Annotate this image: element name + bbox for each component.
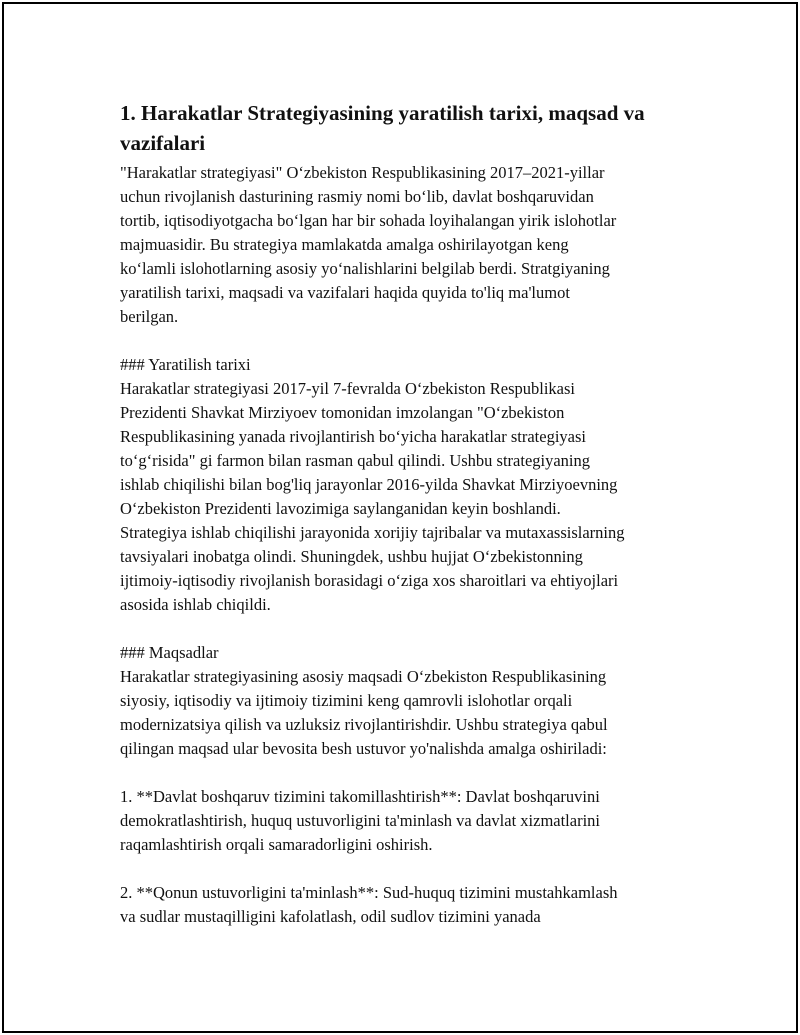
document-title: 1. Harakatlar Strategiyasining yaratilish tarixi, maqsad va vazifalari [120,101,645,155]
paragraph-spacer [120,761,690,785]
paragraph-spacer [120,329,690,353]
list-item-1: 1. **Davlat boshqaruv tizimini takomillashtirish**: Davlat boshqaruvini demokratlashtirish, huquq ustuvorligini ta'minlash va davlat xizmatlarini raqamlashtirish orqali samaradorligini oshirish. [120,787,601,854]
list-item-2: 2. **Qonun ustuvorligini ta'minlash**: Sud-huquq tizimini mustahkamlash va sudlar mustaqilligini kafolatlash, odil sudlov tizimini yanada [120,883,618,926]
history-paragraph: Harakatlar strategiyasi 2017-yil 7-fevralda O‘zbekiston Respublikasi Prezidenti Shavkat Mirziyoev tomonidan imzolangan "O‘zbekiston Respublikasining yanada rivojlantirish bo‘yicha harakatlar strategiyasi to‘g‘risida" gi farmon bilan rasman qabul qilindi. Ushbu strategiyaning ishlab chiqilishi bilan bog'liq jarayonlar 2016-yilda Shavkat Mirziyoevning O‘zbekiston Prezidenti lavozimiga saylanganidan keyin boshlandi. Strategiya ishlab chiqilishi jarayonida xorijiy tajribalar va mutaxassislarning tavsiyalari inobatga olindi. Shuningdek, ushbu hujjat O‘zbekistonning ijtimoiy-iqtisodiy rivojlanish borasidagi o‘ziga xos sharoitlari va ehtiyojlari asosida ishlab chiqildi. [120,379,625,614]
paragraph-spacer [120,617,690,641]
document-page [2,2,798,1033]
goals-paragraph: Harakatlar strategiyasining asosiy maqsadi O‘zbekiston Respublikasining siyosiy, iqtisodiy va ijtimoiy tizimini keng qamrovli islohotlar orqali modernizatsiya qilish va uzluksiz rivojlantirishdir. Ushbu strategiya qabul qilingan maqsad ular bevosita besh ustuvor yo'nalishda amalga oshiriladi: [120,667,608,758]
paragraph-spacer [120,857,690,881]
intro-paragraph: "Harakatlar strategiyasi" O‘zbekiston Respublikasining 2017–2021-yillar uchun rivojlanish dasturining rasmiy nomi bo‘lib, davlat boshqaruvidan tortib, iqtisodiyotgacha bo‘lgan har bir sohada loyihalangan yirik islohotlar majmuasidir. Bu strategiya mamlakatda amalga oshirilayotgan keng ko‘lamli islohotlarning asosiy yo‘nalishlarini belgilab berdi. Stratgiyaning yaratilish tarixi, maqsadi va vazifalari haqida quyida to'liq ma'lumot berilgan. [120,163,617,326]
document-content [120,98,690,929]
section-heading-goals: ### Maqsadlar [120,643,219,662]
section-heading-history: ### Yaratilish tarixi [120,355,251,374]
